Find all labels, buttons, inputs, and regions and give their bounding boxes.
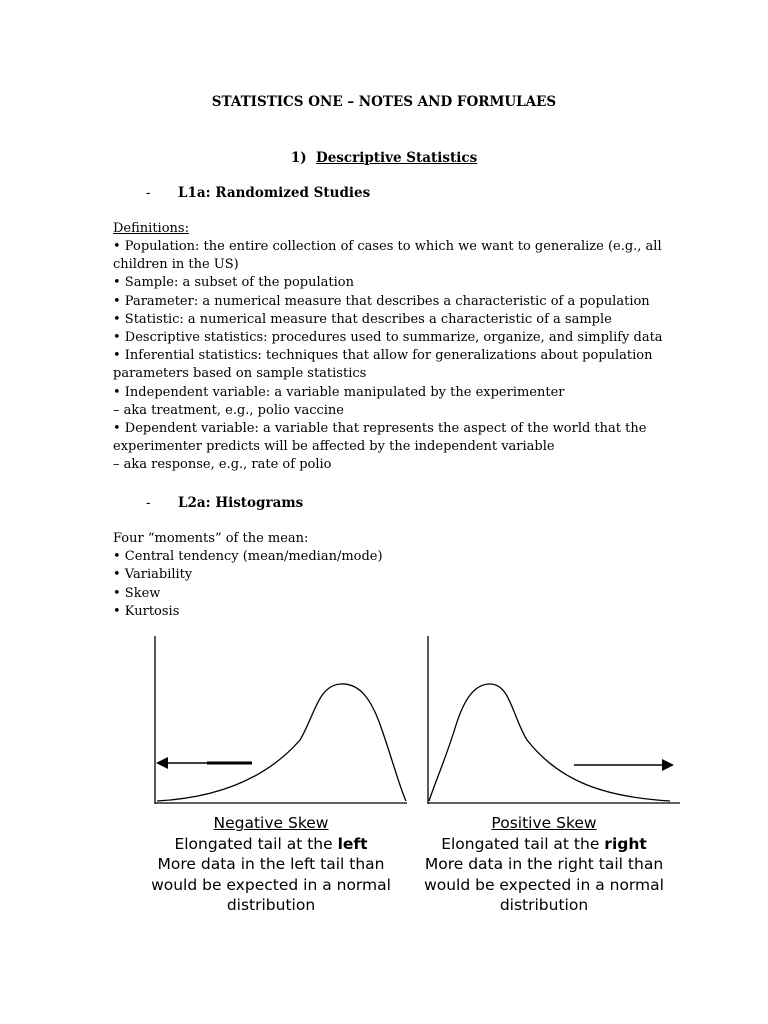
moments-line: • Kurtosis bbox=[113, 603, 180, 619]
definition-line: • Dependent variable: a variable that represents the aspect of the world that the bbox=[113, 420, 647, 436]
subsection-l1a-title: L1a: Randomized Studies bbox=[178, 185, 371, 201]
definition-line: • Sample: a subset of the population bbox=[113, 275, 354, 291]
negative-skew-curve bbox=[157, 684, 406, 801]
document-title: STATISTICS ONE – NOTES AND FORMULAES bbox=[211, 94, 557, 110]
right-arrow-icon bbox=[662, 759, 674, 771]
subsection-dash: - bbox=[146, 495, 151, 511]
definition-line: children in the US) bbox=[113, 257, 239, 273]
positive-skew-line3: would be expected in a normal bbox=[424, 875, 664, 894]
moments-line: • Variability bbox=[113, 567, 193, 583]
definition-line: • Population: the entire collection of cases to which we want to generalize (e.g., all bbox=[113, 239, 662, 254]
definition-line: • Inferential statistics: techniques that allow for generalizations about population bbox=[113, 348, 653, 364]
negative-skew-line3: would be expected in a normal bbox=[151, 875, 391, 894]
section-number: 1) bbox=[290, 150, 307, 166]
subsection-dash: - bbox=[146, 185, 151, 201]
definition-line: parameters based on sample statistics bbox=[113, 366, 367, 382]
moments-line: Four “moments” of the mean: bbox=[113, 531, 309, 546]
definitions-heading: Definitions: bbox=[113, 221, 189, 236]
positive-skew-line4: distribution bbox=[499, 896, 589, 914]
negative-line1-text: Elongated tail at the bbox=[174, 834, 338, 853]
positive-line1-text: Elongated tail at the bbox=[441, 834, 605, 853]
definition-line: • Statistic: a numerical measure that describes a characteristic of a sample bbox=[113, 311, 612, 327]
negative-skew-caption bbox=[126, 813, 416, 916]
definition-line: – aka treatment, e.g., polio vaccine bbox=[113, 402, 344, 418]
negative-line1-bold: left bbox=[337, 834, 368, 853]
definition-line: – aka response, e.g., rate of polio bbox=[113, 457, 332, 473]
negative-skew-title: Negative Skew bbox=[213, 814, 329, 832]
definition-line: experimenter predicts will be affected by the independent variable bbox=[113, 439, 555, 455]
positive-skew-line1 bbox=[398, 834, 690, 855]
positive-skew-curve bbox=[429, 684, 670, 801]
positive-skew-caption bbox=[398, 813, 690, 916]
subsection-l2a-title: L2a: Histograms bbox=[178, 495, 304, 511]
positive-line1-bold: right bbox=[604, 834, 647, 853]
definition-line: • Independent variable: a variable manipulated by the experimenter bbox=[113, 384, 565, 400]
left-arrow-icon bbox=[156, 757, 168, 769]
positive-skew-title: Positive Skew bbox=[491, 814, 597, 832]
negative-skew-line4: distribution bbox=[226, 896, 316, 914]
positive-skew-diagram bbox=[428, 636, 680, 804]
negative-skew-line2: More data in the left tail than bbox=[157, 855, 385, 873]
moments-line: • Skew bbox=[113, 585, 161, 601]
positive-skew-line2: More data in the right tail than bbox=[424, 855, 664, 873]
negative-skew-diagram bbox=[155, 636, 407, 804]
moments-line: • Central tendency (mean/median/mode) bbox=[113, 549, 383, 565]
definition-line: • Parameter: a numerical measure that describes a characteristic of a population bbox=[113, 293, 650, 309]
definition-line: • Descriptive statistics: procedures used to summarize, organize, and simplify data bbox=[113, 329, 663, 345]
section-title: Descriptive Statistics bbox=[316, 150, 478, 166]
negative-skew-line1 bbox=[126, 834, 416, 855]
